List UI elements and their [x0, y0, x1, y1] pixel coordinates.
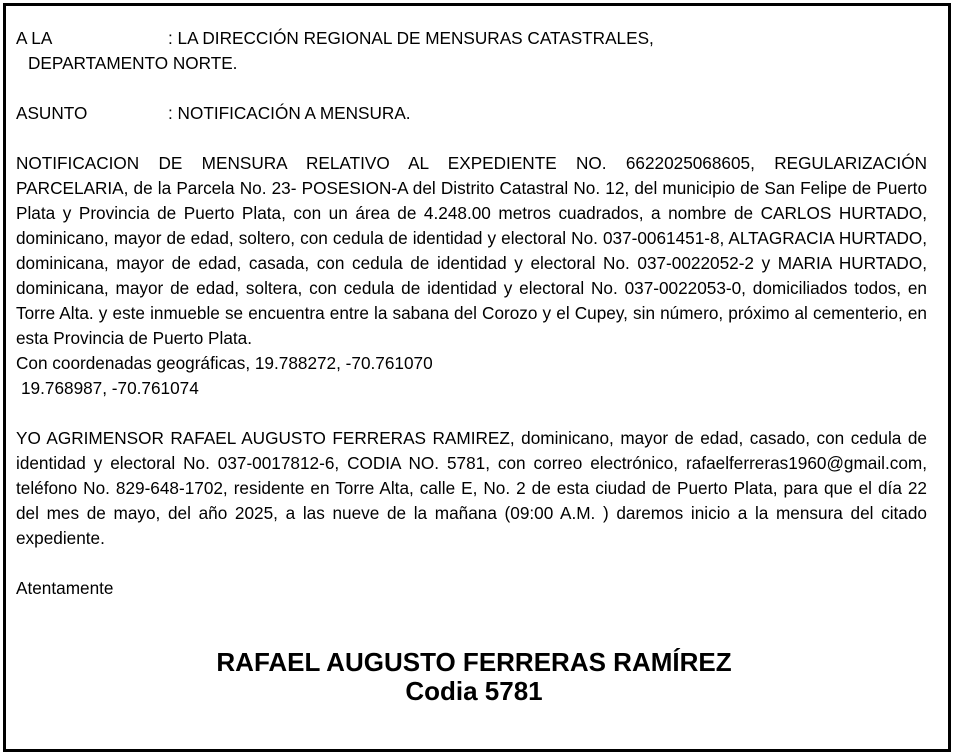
subject-value: : NOTIFICACIÓN A MENSURA.	[168, 103, 411, 123]
addressee-line	[16, 26, 927, 51]
signature-block	[3, 647, 945, 705]
coordinates-line-1: Con coordenadas geográficas, 19.788272, -70.761070	[16, 353, 433, 373]
closing-text: Atentamente	[16, 578, 114, 598]
notice-paragraph: NOTIFICACION DE MENSURA RELATIVO AL EXPEDIENTE NO. 6622025068605, REGULARIZACIÓN PARCELARIA, de la Parcela No. 23- POSESION-A del Distrito Catastral No. 12, del municipio de San Felipe de Puerto Plata y Provincia de Puerto Plata, con un área de 4.248.00 metros cuadrados, a nombre de CARLOS HURTADO, dominicano, mayor de edad, soltero, con cedula de identidad y electoral No. 037-0061451-8, ALTAGRACIA HURTADO, dominicana, mayor de edad, casada, con cedula de identidad y electoral No. 037-0022052-2 y MARIA HURTADO, dominicana, mayor de edad, soltera, con cedula de identidad y electoral No. 037-0022053-0, domiciliados todos, en Torre Alta. y este inmueble se encuentra entre la sabana del Corozo y el Cupey, sin número, próximo al cementerio, en esta Provincia de Puerto Plata.	[16, 153, 927, 348]
signature-codia: Codia 5781	[405, 676, 543, 706]
notice-body	[16, 26, 927, 601]
addressee-label: A LA	[16, 28, 53, 48]
signature-name: RAFAEL AUGUSTO FERRERAS RAMÍREZ	[216, 647, 732, 677]
subject-line	[16, 101, 927, 126]
surveyor-paragraph: YO AGRIMENSOR RAFAEL AUGUSTO FERRERAS RAMIREZ, dominicano, mayor de edad, casado, con cedula de identidad y electoral No. 037-0017812-6, CODIA NO. 5781, con correo electrónico, rafaelferreras1960@gmail.com, teléfono No. 829-648-1702, residente en Torre Alta, calle E, No. 2 de esta ciudad de Puerto Plata, para que el día 22 del mes de mayo, del año 2025, a las nueve de la mañana (09:00 A.M. ) daremos inicio a la mensura del citado expediente.	[16, 428, 927, 548]
addressee-value: : LA DIRECCIÓN REGIONAL DE MENSURAS CATASTRALES,	[168, 28, 654, 48]
subject-label: ASUNTO	[16, 103, 88, 123]
addressee-value-continuation: DEPARTAMENTO NORTE.	[28, 53, 238, 73]
coordinates-line-2: 19.768987, -70.761074	[21, 378, 199, 398]
